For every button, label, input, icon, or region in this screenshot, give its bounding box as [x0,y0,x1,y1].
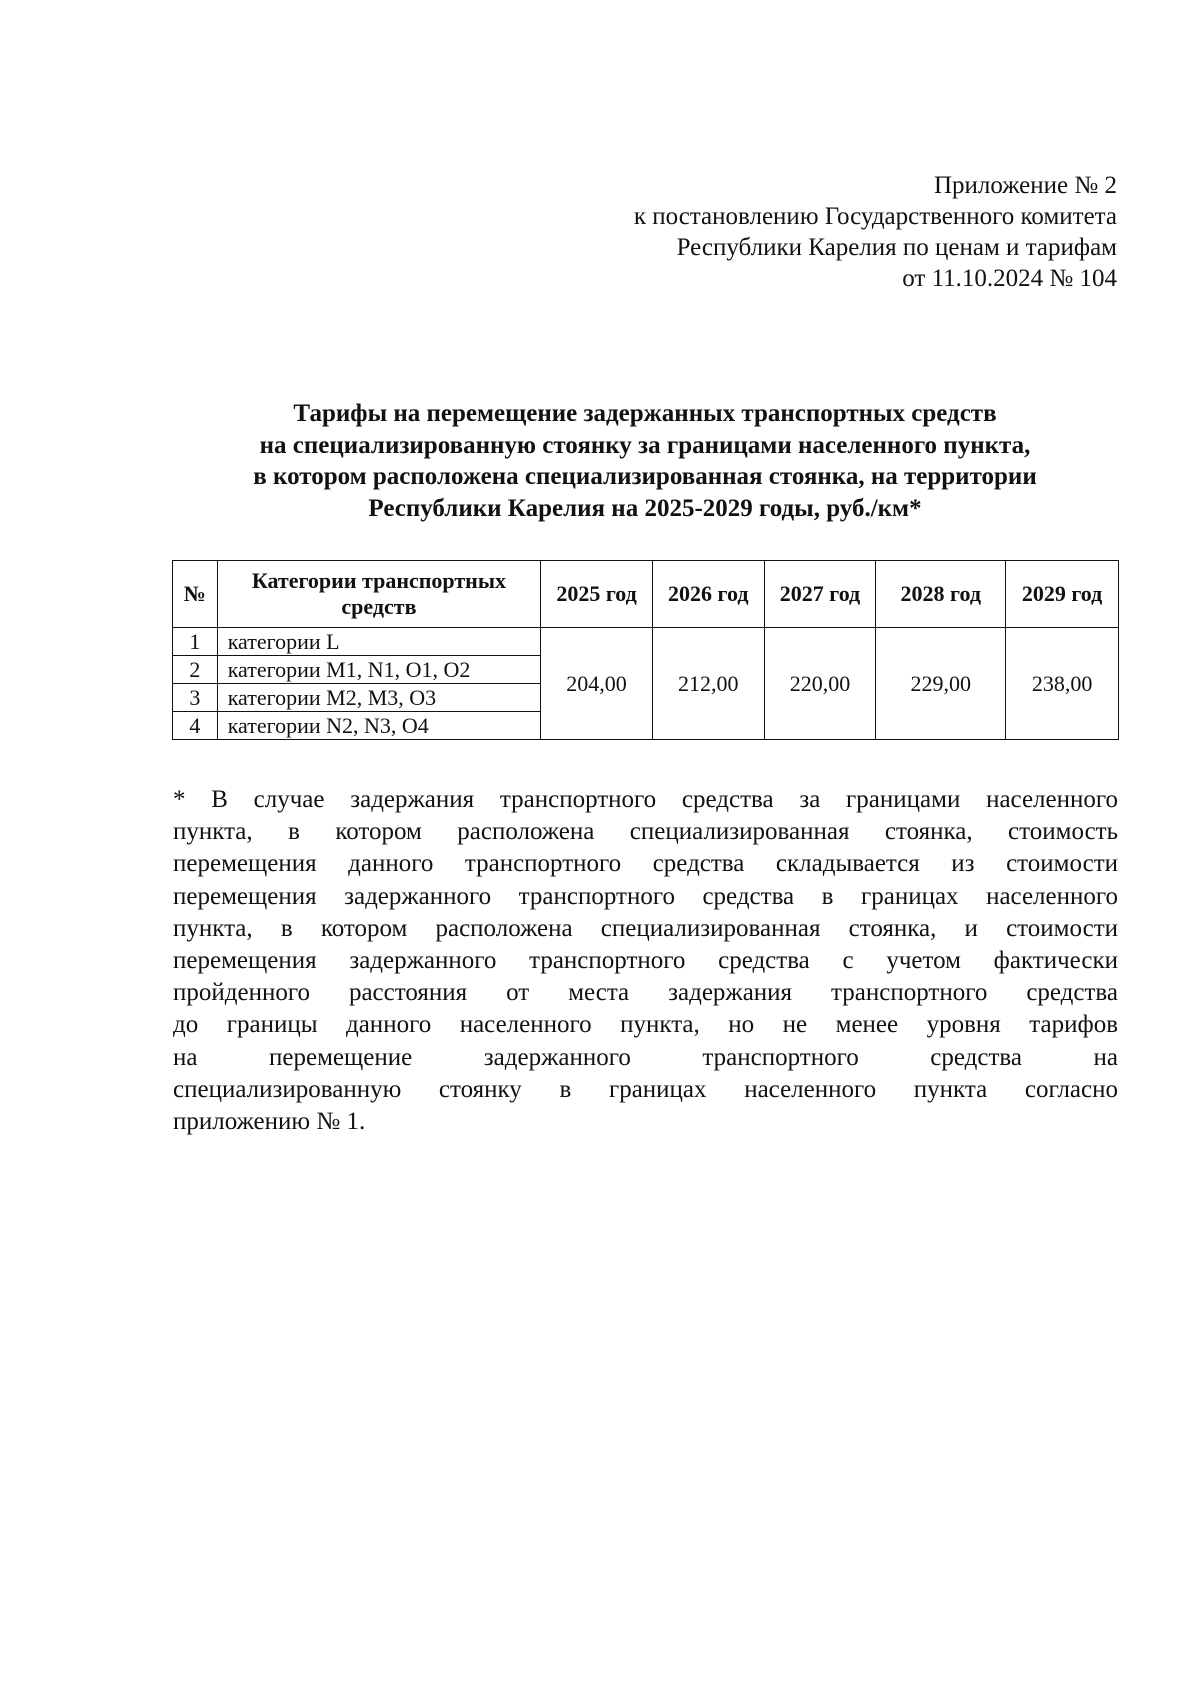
appendix-line: Республики Карелия по ценам и тарифам [676,234,1117,261]
footnote-line: пройденного расстояния от места задержания транспортного средства [173,979,1118,1007]
row-category: категории N2, N3, O4 [217,712,540,740]
tariff-2029: 238,00 [1006,628,1119,740]
row-number: 1 [173,628,218,656]
footnote [173,784,1118,1138]
row-category: категории M1, N1, O1, O2 [217,656,540,684]
footnote-line: перемещения задержанного транспортного средства в границах населенного [173,882,1118,910]
footnote-line: приложению № 1. [173,1107,366,1135]
row-category: категории M2, M3, O3 [217,684,540,712]
title-line: на специализированную стоянку за границами населенного пункта, [259,431,1031,459]
footnote-line: до границы данного населенного пункта, но не менее уровня тарифов [173,1011,1118,1039]
appendix-line: Приложение № 2 [933,172,1117,199]
appendix-line: от 11.10.2024 № 104 [902,265,1117,292]
tariff-table [172,560,1119,740]
appendix-reference [417,170,1117,294]
footnote-line: пункта, в котором расположена специализированная стоянка, и стоимости [173,914,1118,942]
header-number: № [173,561,218,628]
footnote-line: специализированную стоянку в границах населенного пункта согласно [173,1075,1118,1103]
header-year-2027: 2027 год [764,561,876,628]
row-number: 3 [173,684,218,712]
header-year-2029: 2029 год [1006,561,1119,628]
tariff-2026: 212,00 [652,628,764,740]
footnote-line: на перемещение задержанного транспортного средства на [173,1043,1118,1071]
header-year-2026: 2026 год [652,561,764,628]
footnote-line: пункта, в котором расположена специализированная стоянка, стоимость [173,818,1118,846]
document-title [160,398,1130,524]
tariff-2025: 204,00 [541,628,653,740]
header-year-2025: 2025 год [541,561,653,628]
appendix-line: к постановлению Государственного комитета [633,203,1117,230]
row-number: 4 [173,712,218,740]
tariff-2028: 229,00 [876,628,1006,740]
footnote-line: * В случае задержания транспортного средства за границами населенного [173,786,1118,813]
table-row [173,628,1119,656]
row-number: 2 [173,656,218,684]
footnote-line: перемещения данного транспортного средства складывается из стоимости [173,850,1118,878]
header-category: Категории транспортных средств [217,561,540,628]
title-line: в котором расположена специализированная стоянка, на территории [253,463,1037,490]
row-category: категории L [217,628,540,656]
title-line: Республики Карелия на 2025-2029 годы, руб./км* [368,494,922,522]
header-year-2028: 2028 год [876,561,1006,628]
footnote-line: перемещения задержанного транспортного средства с учетом фактически [173,946,1118,974]
table-header-row [173,561,1119,628]
tariff-2027: 220,00 [764,628,876,740]
title-line: Тарифы на перемещение задержанных транспортных средств [293,400,997,427]
